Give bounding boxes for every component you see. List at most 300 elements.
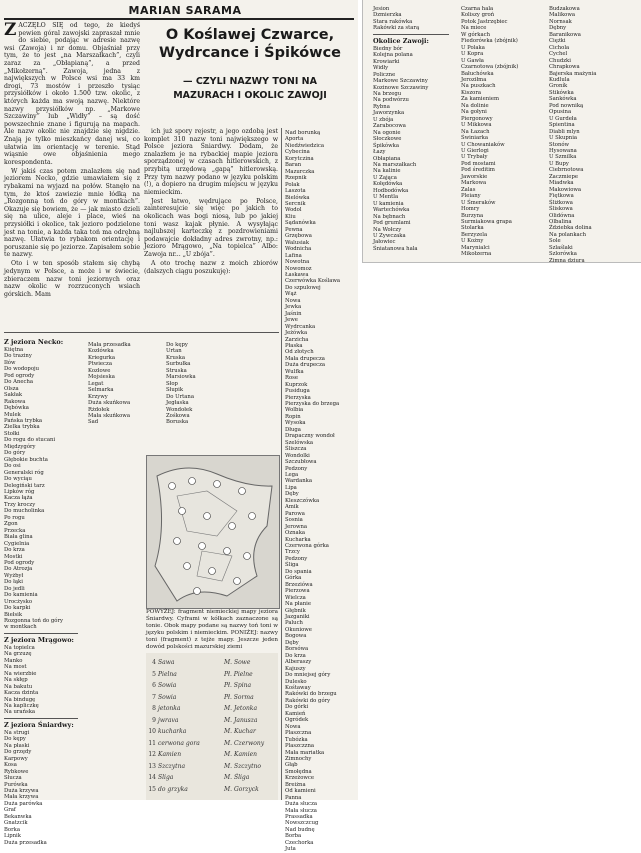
handwritten-german-name: M. Kuchar — [224, 728, 256, 735]
list-item: Rakowa — [4, 398, 26, 405]
list-item: Dęby — [285, 639, 299, 646]
column-divider — [281, 128, 282, 800]
list-item: U zbója — [373, 116, 394, 123]
list-item: Na bindugę — [4, 696, 36, 703]
list-item: Graf — [4, 807, 16, 814]
list-item: Mała drupecza — [285, 355, 325, 362]
list-item: Chudzki — [549, 57, 571, 64]
list-item: Szczubłowa — [285, 459, 317, 466]
list-item: Pod ogrody — [4, 559, 35, 566]
handwritten-polish-name: Pielna — [158, 670, 177, 678]
list-item: Manko — [4, 657, 23, 664]
list-item: Słoczkowe — [373, 136, 402, 143]
list-item: Wodnicha — [285, 246, 312, 253]
list-item: Wondołek — [166, 406, 193, 413]
list-item: Ciężki — [549, 38, 566, 45]
list-item: U Mentla — [373, 194, 399, 201]
section-rule — [4, 332, 279, 333]
list-item: Do krza — [285, 652, 306, 659]
list-item: Czarnotowa (zbójnik) — [461, 64, 519, 71]
list-item: Surbułka — [166, 361, 191, 368]
handwritten-names-image — [146, 653, 278, 800]
list-item: U Gurdeła — [549, 115, 577, 122]
list-item: Malikowa — [549, 12, 576, 19]
list-item: Szlaślaki — [549, 244, 573, 251]
handwritten-polish-name: jetonka — [158, 705, 181, 712]
list-item: Nornsak — [549, 18, 572, 25]
list-item: Mała przesadka — [88, 342, 131, 348]
list-item: Kliu — [285, 213, 296, 220]
side-top-list — [373, 6, 453, 32]
list-item: Biała glina — [4, 534, 33, 541]
list-item: Pod mostami — [461, 160, 496, 167]
list-item: Do krza — [4, 547, 25, 554]
list-item: Olidówna — [549, 212, 575, 219]
list-item: Marynialci — [461, 244, 490, 251]
list-item: Zarzicha — [285, 336, 309, 343]
list-item: Wolbia — [285, 407, 304, 414]
list-item: Wondolki — [285, 452, 310, 459]
list-item: Trzy kroczy — [4, 501, 36, 508]
list-item: Łazy — [373, 149, 386, 156]
list-item: Lega — [285, 472, 299, 479]
handwritten-row — [146, 751, 278, 759]
list-item: U Zająca — [373, 174, 397, 181]
list-item: Zarabocowa — [373, 123, 406, 130]
list-item: Międzygóry — [4, 443, 36, 450]
col2-paragraph-2: Jest łatwo, wędrujące po Polsce, zainteresujcie się więc po jakich to okolicach was bogi niosą, lub po jakiej toni wasz kajak płynie. A wysyłając najlubszej karteczkę z pozdrowieniami podawajcie dokładny adres zwrotny, np.: Jezioro Mrągowo, „Na topielca” Albo: Zawoja nr... „U zbója”. — [144, 197, 278, 258]
list-item: Ździebka dolina — [549, 225, 592, 232]
list-item: Nowa — [285, 297, 301, 304]
list-item: Miadwka — [549, 180, 574, 187]
list-item: Pańska trybka — [4, 417, 43, 424]
list-item: Zośkowa — [166, 412, 190, 419]
list-item: Urtan — [166, 348, 182, 355]
list-item: Dęby — [285, 491, 299, 498]
list-item: Purówka — [4, 781, 28, 788]
handwritten-number: 15 — [148, 785, 156, 793]
list-item: Na podwórzu — [373, 97, 409, 104]
list-item: Czarna hala — [461, 6, 494, 12]
list-item: Na bakutu — [4, 683, 33, 690]
list-item: Czerwona górka — [285, 543, 329, 549]
list-item: U Chowaniaków — [461, 141, 505, 148]
list-item: Wyżbył — [4, 572, 24, 579]
list-item: Słucza — [4, 775, 22, 782]
list-item: Mała krzywa — [4, 794, 39, 801]
list-item: Sankówka — [549, 96, 577, 103]
list-item: Długa — [285, 426, 301, 433]
list-item: Makowiowa — [549, 186, 582, 193]
list-item: Olbalina — [549, 218, 572, 225]
handwritten-number: 9 — [152, 716, 156, 724]
handwritten-german-name: Pł. Pielne — [224, 670, 253, 678]
handwritten-german-name: M. Jetonka — [224, 705, 258, 712]
list-item: Od kamieni — [285, 788, 316, 795]
list-item: Głąb — [285, 762, 298, 769]
list-item: Ptwiecza — [88, 361, 112, 368]
list-item: Na topielca — [4, 644, 35, 651]
list-item: Biełsik — [4, 611, 23, 618]
list-item: Panna — [285, 794, 302, 801]
list-item: Pleiany — [461, 193, 481, 200]
list-item: Płaska — [285, 342, 303, 349]
handwritten-number: 6 — [152, 682, 156, 689]
list-item: Na grzuzę — [4, 651, 32, 658]
list-item: Hysowana — [549, 147, 577, 154]
list-item: Bałuchówka — [461, 70, 494, 77]
list-item: U Kopra — [461, 51, 484, 58]
handwritten-row — [146, 774, 278, 782]
list-item: Budzakowa — [549, 6, 580, 12]
list-item: Czechorka — [285, 839, 314, 846]
list-item: Na strugi — [4, 729, 30, 736]
handwritten-polish-name: do grzyka — [158, 785, 188, 793]
handwritten-row — [146, 786, 278, 794]
list-item: Górka — [285, 575, 302, 582]
headline-subtitle-2: MAZURACH I OKOLIC ZAWOJI — [173, 90, 327, 101]
list-item: Pod nowniką — [549, 102, 584, 109]
list-item: Na kalinie — [373, 168, 401, 175]
list-item: Wodol — [285, 207, 302, 214]
list-item: Pierzowa — [285, 588, 310, 595]
list-item: Amik — [285, 504, 299, 511]
list-item: Laszota — [285, 188, 306, 195]
list-item: Sądanówka — [285, 220, 316, 227]
list-item: Piergonowy — [461, 115, 493, 122]
list-item: U Bupy — [549, 160, 569, 167]
list-item: Wąż — [285, 291, 297, 298]
list-item: Berzyzela — [461, 231, 488, 238]
list-item: Duża skuńkowa — [88, 400, 131, 407]
list-item: Do wyciąu — [4, 476, 32, 483]
handwritten-number: 4 — [152, 659, 156, 666]
okolice-list-1 — [373, 46, 453, 253]
list-item: W górkach — [461, 31, 490, 38]
list-item: Do kępy — [166, 342, 188, 348]
intro-paragraph-3: Oto i w ten sposób stałem się chybą jedynym w Polsce, a może i w świecie, zbieraczem nazw toni jeziornych oraz nazw okolic w rozrzuconych wsiach górskich. Mam — [4, 260, 140, 298]
list-item: Nad budnę — [285, 826, 315, 833]
list-item: Parowa — [285, 510, 305, 517]
list-item: U Trybały — [461, 154, 488, 161]
list-item: Do karpki — [4, 605, 31, 612]
list-item: Stolarka — [461, 225, 484, 232]
list-item: Kuprzok — [285, 381, 308, 388]
list-item: Cichola — [549, 44, 570, 51]
handwritten-row — [146, 659, 278, 667]
list-item: Polak — [285, 181, 300, 188]
list-item: Fiętkowa — [549, 193, 574, 200]
list-item: Na marszałkach — [373, 161, 417, 168]
list-item: Do mniejsej góry — [285, 672, 331, 679]
list-item: Pusiduga — [285, 388, 310, 395]
list-item: Okuniowe — [285, 626, 312, 633]
list-item: Zalas — [461, 186, 476, 193]
list-item: Do wodopoju — [4, 366, 40, 373]
okolice-heading: Okolice Zawoji: — [373, 36, 429, 45]
list-item: Na Wołczy — [373, 226, 402, 233]
list-item: Marsiowka — [166, 374, 196, 381]
list-item: Szlorówka — [549, 251, 577, 258]
list-item: Na polankach — [549, 231, 587, 238]
list-item: Mojsieska — [88, 374, 115, 381]
list-item: Do osi — [4, 463, 21, 470]
list-item: Kucharka — [285, 536, 311, 543]
list-item: Śliszcza — [285, 446, 307, 453]
sniardwy-heading: Z jeziora Śniardwy: — [4, 720, 74, 729]
list-item: Lipa — [285, 484, 297, 491]
list-item: Pod grumlami — [373, 220, 411, 227]
list-item: U Szmilka — [549, 154, 577, 161]
list-item: Na płaski — [4, 742, 30, 749]
list-item: Zielka trybka — [4, 424, 40, 431]
map-drawing — [147, 456, 279, 608]
list-item: Na kapliczkę — [4, 703, 39, 710]
list-item: Olsza — [4, 385, 19, 392]
list-item: Śliżkowa — [549, 199, 573, 206]
list-item: Obłapiana — [373, 155, 401, 162]
mragowo-heading: Z jeziora Mrągowo: — [4, 635, 74, 644]
list-item: Mikołzerna — [461, 251, 492, 258]
list-item: Struska — [166, 367, 187, 374]
list-item: Śniatanowa hala — [373, 245, 418, 252]
list-item: Cygielnia — [4, 540, 30, 547]
middle-list-1 — [88, 342, 144, 442]
list-item: Krowiarki — [373, 58, 400, 65]
list-item: Drapaczny wondoł — [285, 433, 335, 440]
handwritten-german-name: M. Sowe — [224, 659, 251, 666]
list-item: Na skłęp — [4, 677, 28, 684]
headline-title-1: O Koślawej Czwarce, — [165, 27, 335, 43]
list-item: Kruska — [166, 354, 185, 361]
list-item: Do mucholinka — [4, 508, 45, 515]
list-item: Rzepnik — [285, 175, 307, 182]
side-col-3 — [549, 6, 637, 264]
list-item: Szelówska — [285, 439, 314, 446]
list-item: Borsówa — [285, 646, 309, 653]
list-item: Jewe — [285, 317, 298, 324]
list-item: Rybna — [373, 103, 390, 110]
list-item: Diabli mlyn — [549, 128, 580, 135]
list-item: Przecka — [4, 527, 26, 534]
list-item: Jałowiec — [373, 239, 396, 246]
list-item: U Skupnia — [549, 135, 578, 142]
list-item: Wulfka — [285, 368, 304, 375]
map-caption: POWYŻEJ: fragment niemieckiej mapy jeziora Śniardwy. Cyframi w kółkach zaznaczone są tonie. Obok mapy podane są nazwy toń toni w języku polskim i niemieckim. PONIŻEJ: nazwy toni (fragment) z tejże mapy. Jeszcze jeden dowód polskości mazurskiej ziemi — [146, 609, 278, 650]
list-item: Sad — [88, 419, 99, 426]
list-item: Lipków róg — [4, 488, 35, 495]
list-item: Jaworskie — [461, 173, 488, 180]
list-item: Mała skuńkowa — [88, 412, 130, 419]
list-item: Kajuszy — [285, 665, 306, 672]
list-item: Do kępy — [4, 736, 26, 743]
list-item: Kolejna polana — [373, 52, 413, 59]
list-item: Duża parówka — [4, 800, 43, 807]
list-item: Homry — [461, 206, 480, 213]
list-item: Kosa — [4, 762, 17, 769]
handwritten-number: 13 — [148, 762, 156, 770]
list-item: Mała mariatka — [285, 749, 325, 756]
handwritten-row — [146, 705, 278, 713]
list-item: Kołędówka — [373, 181, 403, 188]
list-item: Jerowna — [285, 523, 308, 530]
list-item: U Polaka — [461, 44, 485, 51]
list-item: Do rogu do stucani — [4, 437, 56, 444]
list-item: Jaśnin — [285, 310, 302, 317]
middle-list-2 — [166, 342, 222, 442]
list-item: Stara rakówka — [373, 18, 413, 25]
list-item: Na puszkach — [461, 83, 496, 90]
list-item: Jazganiki — [285, 613, 310, 620]
list-item: Stołki — [4, 430, 20, 437]
list-item: Wartechówka — [373, 207, 410, 214]
list-item: Na most — [4, 664, 27, 671]
list-item: Dębówka — [4, 405, 29, 412]
list-item: Na Łazach — [461, 128, 490, 135]
list-item: Kozłówka — [88, 348, 114, 355]
list-item: Walusiak — [285, 239, 310, 246]
list-item: w montkach — [4, 624, 37, 631]
list-item: Na bębnach — [373, 213, 406, 220]
list-item: Cychel — [549, 51, 568, 58]
handwritten-german-name: M. Czerwony — [224, 739, 265, 747]
second-column — [144, 128, 278, 328]
list-item: Pierzyska — [285, 394, 311, 401]
side-col-2 — [461, 6, 541, 256]
list-item: Alberaszy — [285, 659, 312, 666]
list-item: Do traziny — [4, 353, 32, 360]
list-item: Jesion — [373, 6, 390, 12]
handwritten-polish-name: Sowia — [158, 682, 177, 689]
handwritten-german-name: Pł. Sorma — [224, 693, 254, 701]
list-item: Wardanka — [285, 478, 313, 485]
list-item: Baran — [285, 162, 302, 169]
list-item: Słop — [166, 380, 178, 387]
list-item: Pierzyska do brzega — [285, 401, 340, 408]
handwritten-row — [146, 671, 278, 679]
list-item: Nowszczcug — [285, 820, 319, 827]
list-item: Smołędna — [285, 768, 312, 775]
list-item: Na wierzbie — [4, 670, 37, 677]
list-item: Do spania — [285, 568, 312, 575]
list-item: Od złotych — [285, 349, 314, 356]
list-item: Sercnik — [285, 200, 306, 207]
headline-block — [144, 20, 356, 114]
lake-map-image — [146, 455, 280, 609]
list-item: Czerwówka Koślawa — [285, 278, 341, 285]
list-item: Kozłowe — [88, 367, 111, 374]
list-item: Stikówka — [549, 89, 574, 96]
list-item: Do jedli — [4, 585, 25, 592]
list-item: Na urańska — [4, 709, 36, 716]
list-item: Chrapkowa — [549, 64, 580, 71]
list-item: Rybkowe — [4, 768, 29, 775]
list-item: Surmiakowa grapa — [461, 218, 512, 225]
list-item: Do szpulowej — [285, 284, 321, 291]
list-item: Krzywy — [88, 393, 108, 400]
list-item: Duża krzywa — [4, 788, 39, 794]
headline-subtitle-1: — CZYLI NAZWY TONI NA — [183, 76, 317, 87]
list-item: Śliga — [285, 562, 299, 569]
list-item: Duża drupecza — [285, 362, 326, 369]
handwritten-german-name: M. Gorzyck — [224, 785, 259, 793]
list-item: Boruska — [166, 419, 189, 426]
list-item: Markowa — [461, 180, 487, 187]
list-item: Po rogu — [4, 514, 25, 521]
list-item: Zimna dziura — [549, 257, 585, 264]
handwritten-german-name: M. Janusza — [224, 716, 258, 724]
handwritten-row — [146, 728, 278, 736]
mragowo-list — [4, 645, 80, 716]
handwritten-polish-name: Sawa — [158, 659, 175, 666]
list-item: Mała słucza — [285, 807, 317, 814]
side-panel — [362, 0, 641, 263]
list-item: Kleszczówka — [285, 497, 320, 504]
rule — [373, 34, 449, 35]
handwritten-row — [146, 694, 278, 702]
list-item: Sole — [549, 238, 561, 245]
list-item: Legat — [88, 380, 104, 387]
list-item: Ogródek — [285, 717, 309, 724]
list-item: Rozgonna toń do góry — [4, 618, 63, 625]
list-item: Niedźwiedzica — [285, 142, 325, 149]
list-item: Głębokie buchta — [4, 456, 48, 463]
list-item: Prassadka — [285, 814, 313, 821]
list-item: Borka — [4, 826, 20, 833]
list-item: Wielcza — [285, 594, 306, 601]
handwritten-number: 11 — [148, 739, 156, 747]
handwritten-german-name: M. Śliga — [224, 774, 250, 781]
list-item: Świniarka — [461, 135, 489, 142]
list-item: Bielówka — [285, 194, 310, 201]
handwritten-polish-name: Szczytna — [158, 762, 186, 770]
list-item: Jaworzynka — [373, 110, 405, 117]
list-item: Tubózka — [285, 736, 308, 743]
list-item: Iłów — [4, 359, 16, 366]
list-item: Pod średitim — [461, 167, 495, 174]
list-item: Koliszy groń — [461, 12, 495, 19]
list-item: Do góry — [4, 450, 26, 457]
list-item: Baranikowa — [549, 31, 581, 38]
list-item: Na miece — [461, 25, 487, 32]
list-item: Potok Jastrzębiec — [461, 18, 508, 25]
list-item: Zgon — [4, 521, 18, 528]
list-item: Hodbodówka — [373, 187, 409, 194]
list-item: Fiedorówka (zbójnik) — [461, 38, 518, 45]
handwritten-row — [146, 763, 278, 771]
list-item: Oznaka — [285, 530, 306, 537]
handwritten-polish-name: cerwona gora — [158, 739, 200, 747]
author-name: MARIAN SARAMA — [128, 4, 242, 17]
list-item: Stonów — [549, 141, 570, 148]
list-item: Pedzony — [285, 555, 308, 562]
list-item: Selmarka — [88, 387, 114, 394]
list-item: Na płanie — [285, 601, 311, 608]
list-item: Za kamieniem — [461, 96, 500, 103]
list-item: Widły — [373, 65, 389, 72]
toni-names-column — [285, 130, 357, 853]
list-item: Kacza dzinta — [4, 690, 39, 697]
list-item: Do Anecha — [4, 379, 34, 386]
list-item: Mostki — [4, 553, 23, 560]
intro-paragraph-2: W jakiś czas potem znalazłem się nad jeziorem Necko, gdzie umawiałem się z rybakami na wyjazd na połów. Stanęło na tym, że ktoś zawiezie mnie łódką na „Rozgonną toń do góry w montkach”. Okazuje się bowiem, że — jak miasto dzieli się na ulice, aleje i place, wieś na przysiółki i okolice, tak jezioro podzielone jest na tonie, a każda taka toń ma odrębną nazwę. Ułatwia to rybakom orientację i poruszanie się po jeziorze. Zapisałem sobie te nazwy. — [4, 167, 140, 259]
list-item: Sakłak — [4, 392, 23, 399]
list-item: Duża słucza — [285, 801, 318, 808]
list-item: Nowotna — [285, 259, 310, 266]
list-item: Mulek — [4, 411, 21, 418]
list-item: Juta — [285, 846, 296, 853]
list-item: Kacza łąża — [4, 495, 33, 502]
